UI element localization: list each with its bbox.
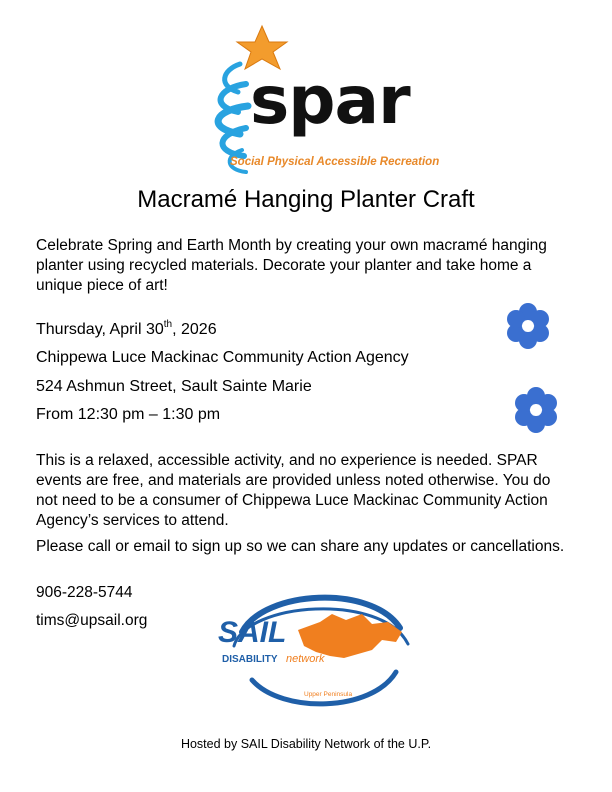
sail-network-word: network — [286, 653, 325, 665]
details-paragraph: This is a relaxed, accessible activity, and no experience is needed. SPAR events are free, and materials are provided unless noted otherwise. You do not need to be a consumer of Chippewa Luce Mackinac Community Action Agency’s services to attend. — [36, 452, 551, 529]
event-venue: Chippewa Luce Mackinac Community Action Agency — [36, 349, 409, 366]
upper-peninsula-map-icon — [298, 614, 402, 658]
sail-logo — [212, 584, 417, 714]
contact-email[interactable]: tims@upsail.org — [36, 612, 148, 629]
signup-paragraph: Please call or email to sign up so we can share any updates or cancellations. — [36, 538, 565, 555]
flower-icon — [512, 386, 560, 434]
event-time: From 12:30 pm – 1:30 pm — [36, 406, 221, 423]
sail-disability-word: DISABILITY — [222, 654, 278, 665]
sail-word: SAIL — [218, 616, 287, 649]
flower-icon — [504, 302, 552, 350]
contact-phone[interactable]: 906-228-5744 — [36, 584, 133, 601]
spar-tagline: Social Physical Accessible Recreation — [230, 156, 440, 168]
intro-paragraph: Celebrate Spring and Earth Month by creating your own macramé hanging planter using recycled materials. Decorate your planter and take home a unique piece of art! — [36, 237, 547, 294]
page-title: Macramé Hanging Planter Craft — [137, 186, 475, 213]
event-address: 524 Ashmun Street, Sault Sainte Marie — [36, 378, 312, 395]
spar-logo-wordmark: spar — [250, 62, 410, 139]
footer-hosted-by: Hosted by SAIL Disability Network of the U.P. — [180, 737, 432, 751]
event-date: Thursday, April 30th, 2026 — [36, 318, 217, 338]
sail-ring-text: Upper Peninsula — [304, 691, 353, 698]
